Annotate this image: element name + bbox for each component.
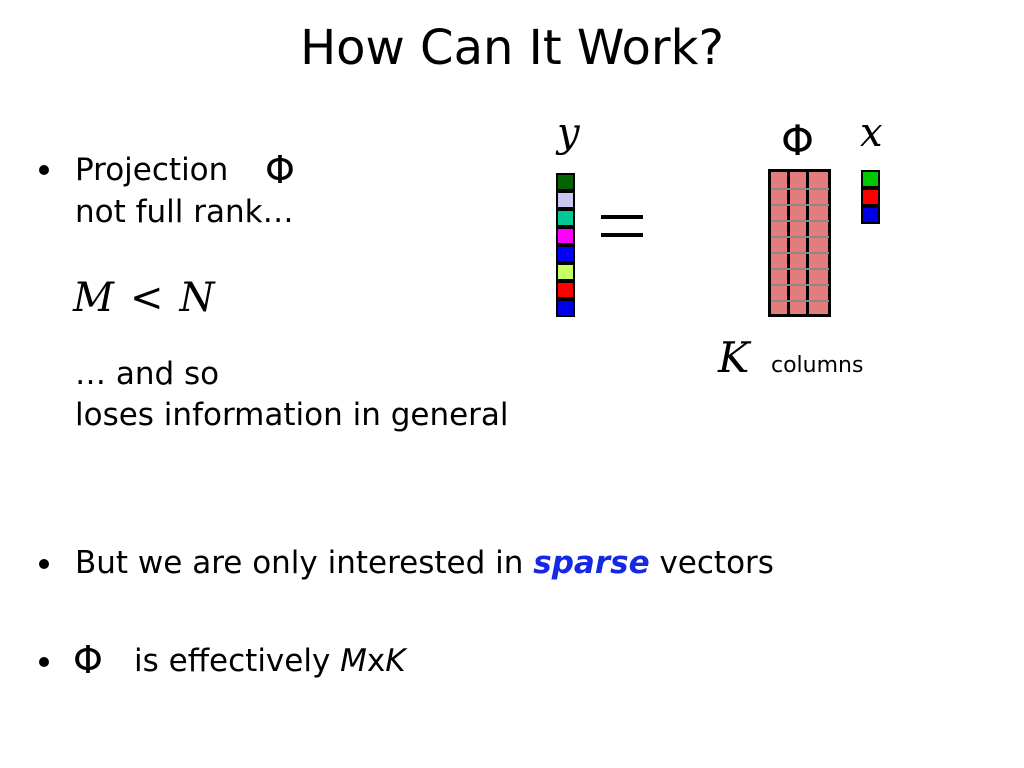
matrix-row-line — [771, 252, 829, 254]
x-label: x — [860, 110, 883, 156]
columns-label: columns — [771, 353, 864, 378]
equals-bar-top — [601, 215, 643, 219]
bullet-2-dot — [39, 559, 49, 569]
inequality-m: M — [73, 275, 114, 321]
x-cell-3 — [861, 206, 880, 224]
matrix-row-line — [771, 188, 829, 190]
inequality-op: < — [129, 275, 164, 321]
projection-label: Projection — [75, 152, 229, 188]
y-cell-1 — [556, 173, 575, 191]
matrix-phi-label: Φ — [781, 116, 815, 165]
y-cell-6 — [556, 263, 575, 281]
matrix-row-line — [771, 220, 829, 222]
dim-x: x — [366, 643, 386, 679]
k-label: K — [718, 333, 750, 382]
x-cell-1 — [861, 170, 880, 188]
sparse-suffix: vectors — [649, 545, 774, 581]
x-cell-2 — [861, 188, 880, 206]
matrix-row-line — [771, 284, 829, 286]
y-cell-3 — [556, 209, 575, 227]
and-so-text: … and so — [75, 356, 220, 392]
dim-m: M — [340, 643, 367, 679]
effectively-sentence — [134, 641, 406, 681]
bullet-1-dot — [39, 165, 49, 175]
matrix-row-line — [771, 268, 829, 270]
phi-symbol-2: Φ — [73, 638, 103, 682]
inequality-n: N — [179, 275, 215, 321]
y-label: y — [557, 110, 580, 156]
effectively-prefix: is effectively — [134, 643, 341, 679]
equals-bar-bottom — [601, 233, 643, 237]
matrix-row-line — [771, 236, 829, 238]
bullet-3-dot — [39, 657, 49, 667]
y-cell-8 — [556, 299, 575, 317]
inequality — [73, 276, 214, 320]
x-vector — [861, 170, 880, 224]
y-cell-7 — [556, 281, 575, 299]
dim-k: K — [385, 643, 406, 679]
phi-matrix — [768, 169, 832, 317]
y-cell-2 — [556, 191, 575, 209]
sparse-emphasis: sparse — [533, 545, 650, 581]
sparse-prefix: But we are only interested in — [75, 545, 534, 581]
y-cell-4 — [556, 227, 575, 245]
not-full-rank-text: not full rank… — [75, 194, 294, 230]
sparse-sentence — [75, 543, 774, 583]
y-vector — [556, 173, 575, 317]
matrix-row-line — [771, 300, 829, 302]
loses-information-text: loses information in general — [75, 397, 509, 433]
y-cell-5 — [556, 245, 575, 263]
equals-sign — [601, 215, 643, 239]
matrix-row-line — [771, 204, 829, 206]
matrix-row-lines — [771, 172, 829, 314]
phi-symbol: Φ — [265, 148, 295, 192]
slide-title: How Can It Work? — [300, 20, 724, 76]
